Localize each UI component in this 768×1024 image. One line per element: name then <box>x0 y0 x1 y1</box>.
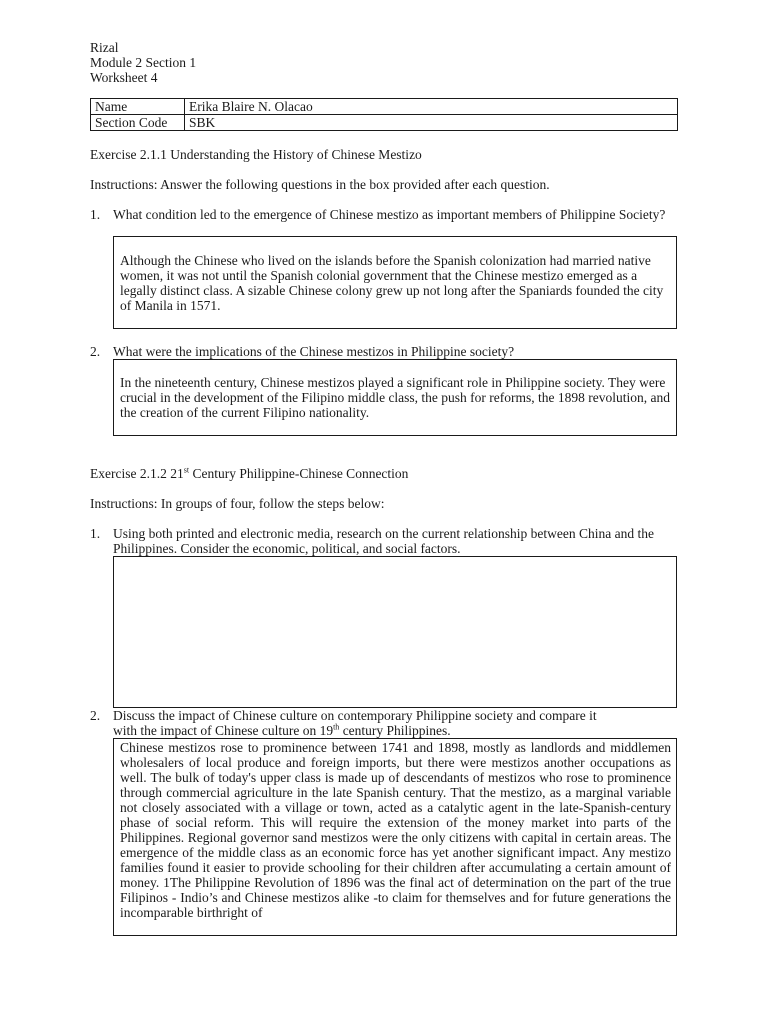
q2-answer: In the nineteenth century, Chinese mestizos played a significant role in Philippine society. They were crucial in the development of the Filipino middle class, the push for reforms, the 1898 revolution, and the creation of the current Filipino nationality. <box>120 375 670 420</box>
step2-number: 2. <box>90 708 101 723</box>
step2-line2-post: century Philippines. <box>339 723 451 738</box>
q1-answer: Although the Chinese who lived on the islands before the Spanish colonization had married native women, it was not until the Spanish colonial government that the Chinese mestizo emerged as a legally distinct class. A sizable Chinese colony grew up not long after the Spaniards founded the city of Manila in 1571. <box>120 253 664 313</box>
exercise2-title-post: Century Philippine-Chinese Connection <box>189 466 409 481</box>
section-value: SBK <box>185 115 678 131</box>
exercise2-title-pre: Exercise 2.1.2 21 <box>90 466 184 481</box>
q2-text: What were the implications of the Chinese mestizos in Philippine society? <box>113 344 515 359</box>
name-row <box>91 99 678 115</box>
exercise2-instructions: Instructions: In groups of four, follow the steps below: <box>90 496 385 511</box>
step1-text: Using both printed and electronic media, research on the current relationship between China and the Philippines. Consider the economic, political, and social factors. <box>113 526 654 556</box>
step2-line2-pre: with the impact of Chinese culture on 19 <box>113 723 334 738</box>
step2-answer-box <box>113 738 677 936</box>
exercise2-title-sup: st <box>183 465 190 475</box>
student-info-table <box>90 98 678 131</box>
step1-number: 1. <box>90 526 101 541</box>
section-row <box>91 115 678 131</box>
step2-line1: Discuss the impact of Chinese culture on contemporary Philippine society and compare it <box>113 708 597 723</box>
step2-line2-sup: th <box>333 722 340 732</box>
worksheet-number: Worksheet 4 <box>90 70 158 85</box>
q2-answer-box <box>113 359 677 436</box>
step1-answer-box[interactable] <box>113 556 677 708</box>
module-section: Module 2 Section 1 <box>90 55 197 70</box>
q1-answer-box <box>113 236 677 329</box>
exercise2-title <box>90 466 408 481</box>
exercise1-title: Exercise 2.1.1 Understanding the History of Chinese Mestizo <box>90 147 422 162</box>
q1-number: 1. <box>90 207 101 222</box>
exercise1-instructions: Instructions: Answer the following questions in the box provided after each question. <box>90 177 550 192</box>
name-label: Name <box>91 99 185 115</box>
name-value: Erika Blaire N. Olacao <box>185 99 678 115</box>
course-title: Rizal <box>90 40 119 55</box>
step2-line2 <box>113 723 678 738</box>
section-label: Section Code <box>91 115 185 131</box>
step2-text <box>113 708 678 738</box>
step2-answer: Chinese mestizos rose to prominence between 1741 and 1898, mostly as landlords and middlemen wholesalers of local produce and foreign imports, but there were mestizos another occupations as well. The bulk of today's upper class is made up of descendants of mestizos who rose to prominence through commercial agriculture in the late Spanish century. That the mestizo, as a marginal variable not closely associated with a village or town, acted as a catalytic agent in the late-Spanish-century phase of social reform. This will require the extension of the money market into parts of the Philippines. Regional governor sand mestizos were the only citizens with capital in certain areas. The emergence of the middle class as an economic force has yet another significant impact. Any mestizo families found it easier to provide schooling for their children after accumulating a certain amount of money. 1The Philippine Revolution of 1896 was the final act of determination on the part of the true Filipinos - Indio’s and Chinese mestizos alike -to claim for themselves and for future generations the incomparable birthright of <box>120 740 671 920</box>
q2-number: 2. <box>90 344 101 359</box>
q1-text: What condition led to the emergence of Chinese mestizo as important members of Philippine Society? <box>113 207 666 222</box>
